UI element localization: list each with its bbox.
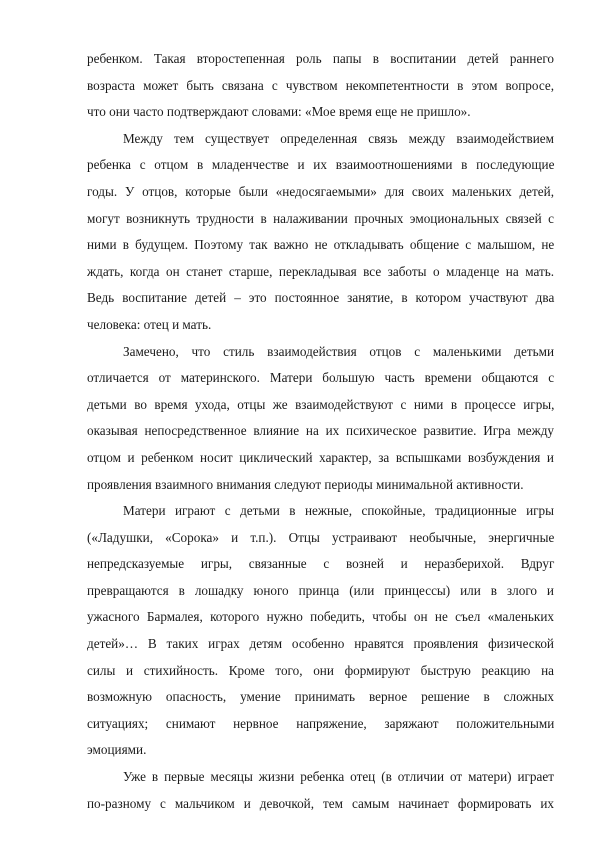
text-line: ними в будущем. Поэтому так важно не откладывать общение с малышом, не	[87, 237, 555, 253]
text-line: по-разному с мальчиком и девочкой, тем самым начинает формировать их	[87, 795, 554, 811]
text-line: силы и стихийность. Кроме того, они формируют быструю реакцию на	[87, 662, 554, 678]
text-line: возраста может быть связана с чувством некомпетентности в этом вопросе,	[87, 77, 554, 93]
paragraph-5	[87, 764, 554, 817]
text-line: Ведь воспитание детей – это постоянное занятие, в котором участвуют два	[87, 290, 555, 306]
text-line: Замечено, что стиль взаимодействия отцов с маленькими детьми	[123, 343, 554, 359]
text-line: ситуациях; снимают нервное напряжение, заряжают положительными	[87, 715, 555, 731]
text-line: могут возникнуть трудности в налаживании прочных эмоциональных связей с	[87, 210, 554, 226]
text-line: годы. У отцов, которые были «недосягаемыми» для своих маленьких детей,	[87, 183, 554, 199]
text-line: ребенка с отцом в младенчестве и их взаимоотношениями в последующие	[87, 157, 555, 173]
paragraph-4	[87, 498, 554, 764]
text-line: оказывая непосредственное влияние на их психическое развитие. Игра между	[87, 423, 554, 439]
paragraph-1	[87, 46, 554, 126]
text-line: проявления взаимного внимания следуют периоды минимальной активности.	[87, 476, 524, 492]
text-line: превращаются в лошадку юного принца (или принцессы) или в злого и	[87, 582, 554, 598]
text-line: отцом и ребенком носит циклический характер, за вспышками возбуждения и	[87, 449, 554, 465]
text-line: непредсказуемые игры, связанные с возней и неразберихой. Вдруг	[87, 556, 555, 572]
text-line: Уже в первые месяцы жизни ребенка отец (в отличии от матери) играет	[123, 769, 554, 785]
paragraph-3	[87, 339, 554, 499]
text-line: человека: отец и мать.	[87, 316, 212, 332]
text-line: детей»… В таких играх детям особенно нравятся проявления физической	[87, 636, 554, 652]
text-line: эмоциями.	[87, 742, 147, 758]
text-line: ждать, когда он станет старше, перекладывая все заботы о младенце на мать.	[87, 263, 555, 279]
text-line: Между тем существует определенная связь между взаимодействием	[123, 130, 554, 146]
text-line: отличается от материнского. Матери большую часть времени общаются с	[87, 370, 555, 386]
text-line: возможную опасность, умение принимать верное решение в сложных	[87, 689, 554, 705]
text-line: Матери играют с детьми в нежные, спокойные, традиционные игры	[123, 503, 554, 519]
text-line: ужасного Бармалея, которого нужно победить, чтобы он не съел «маленьких	[87, 609, 554, 625]
text-line: что они часто подтверждают словами: «Мое время еще не пришло».	[87, 104, 471, 120]
paragraph-2	[87, 126, 554, 339]
text-line: детьми во время ухода, отцы же взаимодействуют с ними в процессе игры,	[87, 396, 555, 412]
text-line: ребенком. Такая второстепенная роль папы в воспитании детей раннего	[87, 51, 554, 66]
text-line: («Ладушки, «Сорока» и т.п.). Отцы устраивают необычные, энергичные	[87, 529, 555, 545]
